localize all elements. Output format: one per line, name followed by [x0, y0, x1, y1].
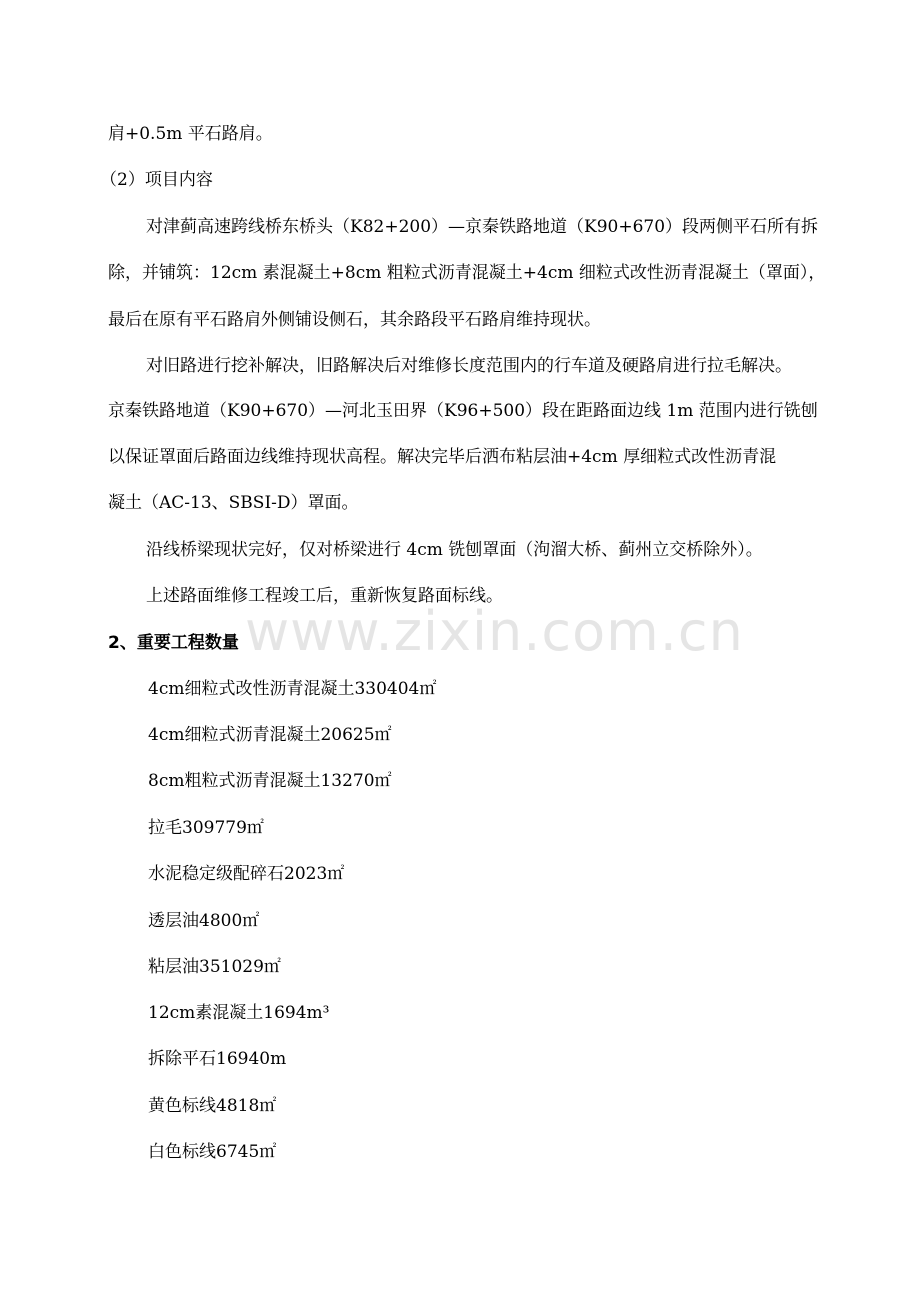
- quantity-item: 4cm细粒式改性沥青混凝土330404㎡: [148, 679, 437, 699]
- paragraph-line: 京秦铁路地道（K90+670）—河北玉田界（K96+500）段在距路面边线 1m 范围内进行铣刨: [108, 401, 818, 421]
- quantity-item: 拉毛309779㎡: [148, 818, 264, 838]
- paragraph-line: 以保证罩面后路面边线维持现状高程。解决完毕后洒布粘层油+4cm 厚细粒式改性沥青混: [108, 447, 777, 467]
- paragraph-line: 上述路面维修工程竣工后，重新恢复路面标线。: [146, 586, 503, 606]
- quantity-item: 白色标线6745㎡: [148, 1142, 277, 1162]
- quantity-item: 拆除平石16940m: [148, 1049, 287, 1069]
- watermark: www.zixin.com.cn: [245, 600, 744, 663]
- subsection-title: （2）项目内容: [100, 170, 213, 190]
- quantity-item: 透层油4800㎡: [148, 911, 260, 931]
- quantity-item: 水泥稳定级配碎石2023㎡: [148, 864, 345, 884]
- quantity-item: 4cm细粒式沥青混凝土20625㎡: [148, 725, 392, 745]
- paragraph-line: 凝土（AC-13、SBSI-D）罩面。: [108, 493, 359, 513]
- quantity-item: 黄色标线4818㎡: [148, 1096, 277, 1116]
- quantity-item: 粘层油351029㎡: [148, 957, 281, 977]
- paragraph-line: 对旧路进行挖补解决，旧路解决后对维修长度范围内的行车道及硬路肩进行拉毛解决。: [146, 356, 792, 376]
- quantity-item: 8cm粗粒式沥青混凝土13270㎡: [148, 771, 392, 791]
- paragraph-line: 除，并铺筑：12cm 素混凝土+8cm 粗粒式沥青混凝土+4cm 细粒式改性沥青混凝土（罩面），: [108, 263, 826, 283]
- paragraph-line: 肩+0.5m 平石路肩。: [108, 124, 273, 144]
- paragraph-line: 沿线桥梁现状完好，仅对桥梁进行 4cm 铣刨罩面（泃溜大桥、蓟州立交桥除外）。: [146, 540, 763, 560]
- quantity-item: 12cm素混凝土1694m³: [148, 1003, 330, 1023]
- paragraph-line: 最后在原有平石路肩外侧铺设侧石，其余路段平石路肩维持现状。: [108, 310, 601, 330]
- paragraph-line: 对津蓟高速跨线桥东桥头（K82+200）—京秦铁路地道（K90+670）段两侧平石所有拆: [146, 217, 819, 237]
- section-heading: 2、重要工程数量: [108, 633, 239, 653]
